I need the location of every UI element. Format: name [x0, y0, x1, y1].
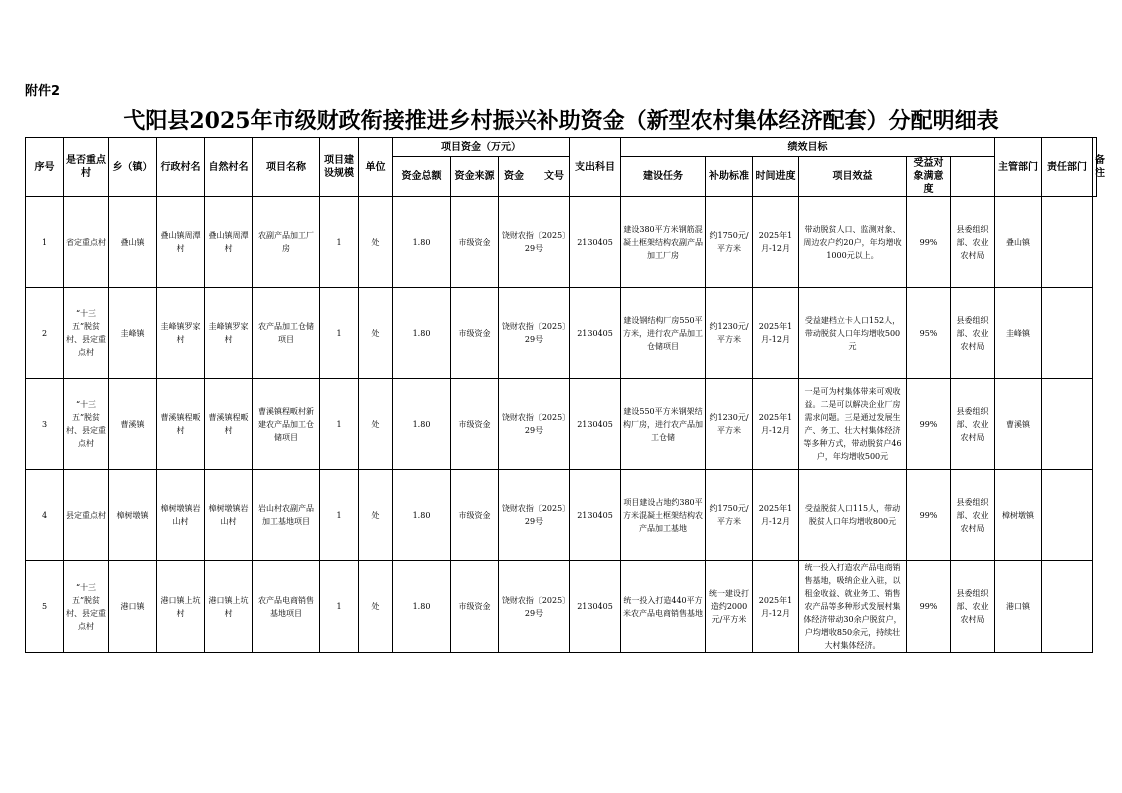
- cell-dept-main: 县委组织部、农业农村局: [951, 288, 995, 379]
- cell-task: 统一投入打造440平方米农产品电商销售基地: [621, 561, 706, 653]
- cell-funds-source: 市级资金: [451, 470, 499, 561]
- cell-dept-resp: 樟树墩镇: [995, 470, 1042, 561]
- cell-benefit: 受益脱贫人口115人，带动脱贫人口年均增收800元: [799, 470, 907, 561]
- cell-subsidy-std: 约1230元/平方米: [706, 379, 753, 470]
- table-row: [26, 379, 1097, 470]
- allocation-table: [25, 137, 1106, 653]
- cell-remarks: [1042, 561, 1093, 653]
- cell-project-name: 曹溪镇程畈村新建农产品加工仓储项目: [253, 379, 320, 470]
- cell-doc-no: 饶财农指〔2025〕29号: [499, 470, 570, 561]
- col-header-dept-resp: 责任部门: [1042, 138, 1093, 197]
- cell-natural-village: 圭峰镇罗家村: [205, 288, 253, 379]
- cell-seq: 3: [26, 379, 64, 470]
- cell-seq: 2: [26, 288, 64, 379]
- cell-natural-village: 樟树墩镇岩山村: [205, 470, 253, 561]
- col-header-remarks: 备注: [1093, 138, 1097, 197]
- cell-benefit: 带动脱贫人口、监测对象、周边农户约20户，年均增收1000元以上。: [799, 197, 907, 288]
- cell-scale: 1: [320, 561, 359, 653]
- cell-township: 曹溪镇: [109, 379, 157, 470]
- cell-subsidy-std: 约1230元/平方米: [706, 288, 753, 379]
- col-header-funds-doc: [499, 157, 570, 197]
- cell-schedule: 2025年1月-12月: [753, 470, 799, 561]
- col-header-satisfaction: 受益对象满意度: [907, 157, 951, 197]
- cell-funds-source: 市级资金: [451, 561, 499, 653]
- col-header-natural-village: 自然村名: [205, 138, 253, 197]
- cell-schedule: 2025年1月-12月: [753, 561, 799, 653]
- header-row-1: [26, 138, 1097, 157]
- cell-unit: 处: [359, 470, 393, 561]
- cell-subject: 2130405: [570, 561, 621, 653]
- cell-natural-village: 港口镇上坑村: [205, 561, 253, 653]
- col-header-benefit: 项目效益: [799, 157, 907, 197]
- cell-funds-total: 1.80: [393, 197, 451, 288]
- col-header-seq: 序号: [26, 138, 64, 197]
- cell-dept-resp: 曹溪镇: [995, 379, 1042, 470]
- cell-funds-source: 市级资金: [451, 288, 499, 379]
- cell-unit: 处: [359, 197, 393, 288]
- cell-dept-main: 县委组织部、农业农村局: [951, 561, 995, 653]
- cell-task: 项目建设占地约380平方米混凝土框架结构农产品加工基地: [621, 470, 706, 561]
- cell-scale: 1: [320, 288, 359, 379]
- cell-task: 建设380平方米钢筋混凝土框架结构农副产品加工厂房: [621, 197, 706, 288]
- cell-scale: 1: [320, 470, 359, 561]
- cell-doc-no: 饶财农指〔2025〕29号: [499, 561, 570, 653]
- cell-is-key-village: 省定重点村: [64, 197, 109, 288]
- table-row: [26, 288, 1097, 379]
- cell-township: 樟树墩镇: [109, 470, 157, 561]
- cell-seq: 5: [26, 561, 64, 653]
- cell-dept-main: 县委组织部、农业农村局: [951, 379, 995, 470]
- cell-subject: 2130405: [570, 470, 621, 561]
- cell-scale: 1: [320, 197, 359, 288]
- cell-task: 建设钢结构厂房550平方米，进行农产品加工仓储项目: [621, 288, 706, 379]
- cell-admin-village: 圭峰镇罗家村: [157, 288, 205, 379]
- cell-project-name: 农副产品加工厂房: [253, 197, 320, 288]
- cell-remarks: [1042, 379, 1093, 470]
- col-group-funds: 项目资金（万元）: [393, 138, 570, 157]
- cell-natural-village: 曹溪镇程畈村: [205, 379, 253, 470]
- cell-subject: 2130405: [570, 379, 621, 470]
- col-header-task: 建设任务: [621, 157, 706, 197]
- cell-dept-resp: 港口镇: [995, 561, 1042, 653]
- cell-doc-no: 饶财农指〔2025〕29号: [499, 288, 570, 379]
- cell-is-key-village: “十三五”脱贫村、县定重点村: [64, 379, 109, 470]
- col-header-unit: 单位: [359, 138, 393, 197]
- cell-subsidy-std: 统一建设打造约2000元/平方米: [706, 561, 753, 653]
- cell-satisfaction: 99%: [907, 561, 951, 653]
- table-row: [26, 470, 1097, 561]
- cell-seq: 4: [26, 470, 64, 561]
- cell-funds-total: 1.80: [393, 561, 451, 653]
- cell-funds-total: 1.80: [393, 379, 451, 470]
- cell-task: 建设550平方米钢架结构厂房，进行农产品加工仓储: [621, 379, 706, 470]
- cell-seq: 1: [26, 197, 64, 288]
- cell-scale: 1: [320, 379, 359, 470]
- cell-subject: 2130405: [570, 288, 621, 379]
- cell-funds-total: 1.80: [393, 288, 451, 379]
- col-header-schedule: 时间进度: [753, 157, 799, 197]
- cell-remarks: [1042, 197, 1093, 288]
- cell-doc-no: 饶财农指〔2025〕29号: [499, 379, 570, 470]
- cell-township: 圭峰镇: [109, 288, 157, 379]
- cell-benefit: 统一投入打造农产品电商销售基地，吸纳企业入驻，以租金收益、就业务工、销售农产品等多种形式发展村集体经济带动30余户脱贫户，户均增收850余元，持续壮大村集体经济。: [799, 561, 907, 653]
- cell-funds-source: 市级资金: [451, 379, 499, 470]
- cell-remarks: [1042, 288, 1093, 379]
- col-header-dept-main: 主管部门: [995, 138, 1042, 197]
- cell-remarks: [1042, 470, 1093, 561]
- col-header-funds-source: 资金来源: [451, 157, 499, 197]
- cell-is-key-village: “十三五”脱贫村、县定重点村: [64, 561, 109, 653]
- cell-subject: 2130405: [570, 197, 621, 288]
- col-header-admin-village: 行政村名: [157, 138, 205, 197]
- cell-project-name: 岩山村农副产品加工基地项目: [253, 470, 320, 561]
- cell-admin-village: 曹溪镇程畈村: [157, 379, 205, 470]
- cell-satisfaction: 99%: [907, 197, 951, 288]
- cell-funds-source: 市级资金: [451, 197, 499, 288]
- cell-unit: 处: [359, 288, 393, 379]
- cell-project-name: 农产品加工仓储项目: [253, 288, 320, 379]
- cell-township: 叠山镇: [109, 197, 157, 288]
- cell-dept-resp: 叠山镇: [995, 197, 1042, 288]
- cell-subsidy-std: 约1750元/平方米: [706, 470, 753, 561]
- cell-doc-no: 饶财农指〔2025〕29号: [499, 197, 570, 288]
- cell-dept-main: 县委组织部、农业农村局: [951, 470, 995, 561]
- col-header-scale: 项目建设规模: [320, 138, 359, 197]
- col-header-subsidy-std: 补助标准: [706, 157, 753, 197]
- cell-schedule: 2025年1月-12月: [753, 197, 799, 288]
- col-header-funds-doc-b: 文号: [544, 171, 565, 182]
- col-header-funds-total: 资金总额: [393, 157, 451, 197]
- cell-admin-village: 叠山镇周潭村: [157, 197, 205, 288]
- cell-benefit: 受益建档立卡人口152人，带动脱贫人口年均增收500元: [799, 288, 907, 379]
- cell-schedule: 2025年1月-12月: [753, 379, 799, 470]
- cell-admin-village: 港口镇上坑村: [157, 561, 205, 653]
- cell-subsidy-std: 约1750元/平方米: [706, 197, 753, 288]
- cell-satisfaction: 99%: [907, 470, 951, 561]
- attachment-label: 附件2: [25, 84, 61, 99]
- cell-unit: 处: [359, 379, 393, 470]
- document-title: 弋阳县2025年市级财政衔接推进乡村振兴补助资金（新型农村集体经济配套）分配明细表: [123, 108, 999, 134]
- cell-is-key-village: “十三五”脱贫村、县定重点村: [64, 288, 109, 379]
- col-group-performance: 绩效目标: [621, 138, 995, 157]
- cell-schedule: 2025年1月-12月: [753, 288, 799, 379]
- cell-dept-resp: 圭峰镇: [995, 288, 1042, 379]
- cell-funds-total: 1.80: [393, 470, 451, 561]
- cell-unit: 处: [359, 561, 393, 653]
- col-header-township: 乡（镇）: [109, 138, 157, 197]
- cell-admin-village: 樟树墩镇岩山村: [157, 470, 205, 561]
- col-header-is-key-village: 是否重点村: [64, 138, 109, 197]
- col-header-subject: 支出科目: [570, 138, 621, 197]
- table-row: [26, 561, 1097, 653]
- col-header-funds-doc-a: 资金: [504, 171, 524, 182]
- cell-natural-village: 叠山镇周潭村: [205, 197, 253, 288]
- cell-satisfaction: 99%: [907, 379, 951, 470]
- cell-benefit: 一是可为村集体带来可观收益。二是可以解决企业厂房需求问题。三是通过发展生产、务工、壮大村集体经济等多种方式，带动脱贫户46户，年均增收500元: [799, 379, 907, 470]
- cell-satisfaction: 95%: [907, 288, 951, 379]
- cell-project-name: 农产品电商销售基地项目: [253, 561, 320, 653]
- cell-is-key-village: 县定重点村: [64, 470, 109, 561]
- cell-township: 港口镇: [109, 561, 157, 653]
- cell-dept-main: 县委组织部、农业农村局: [951, 197, 995, 288]
- col-header-project-name: 项目名称: [253, 138, 320, 197]
- table-row: [26, 197, 1097, 288]
